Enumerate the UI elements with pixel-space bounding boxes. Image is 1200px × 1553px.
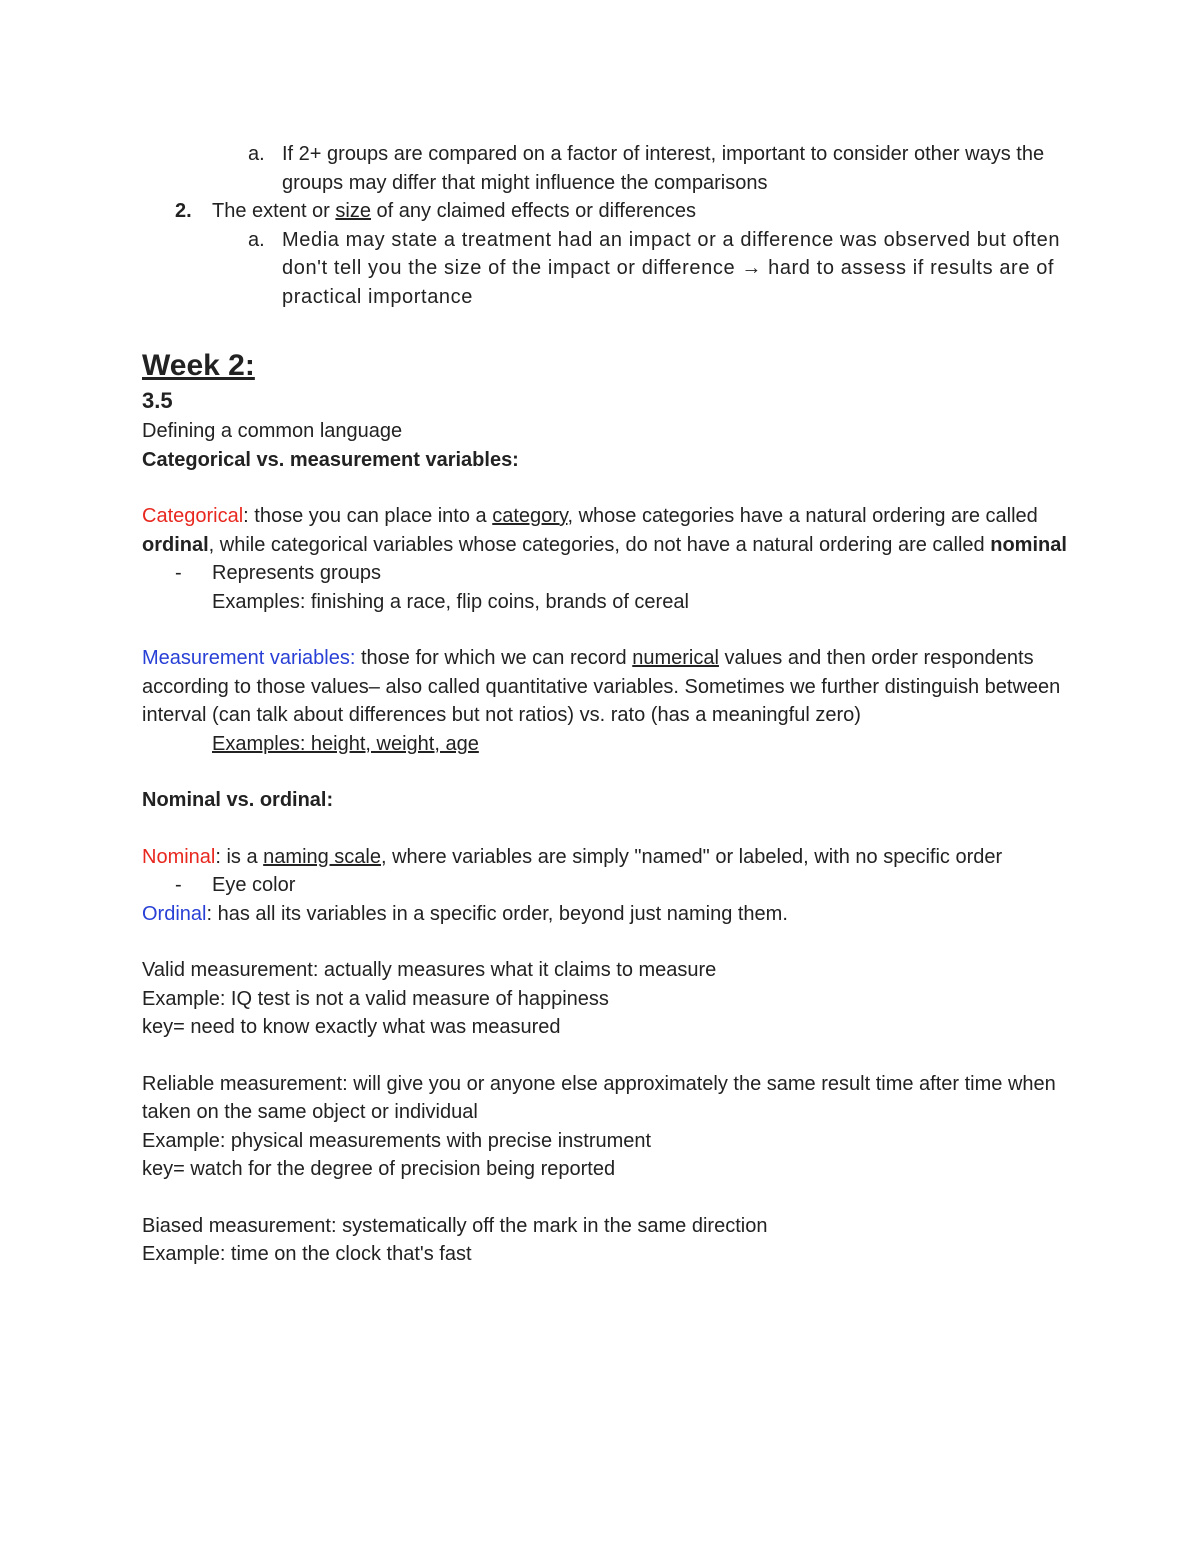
week-heading: Week 2: (142, 349, 255, 382)
text-run: , while categorical variables whose categories, do not have a natural ordering are called (208, 533, 991, 556)
dash-marker: - (175, 874, 182, 896)
reliable-key: key= watch for the degree of precision being reported (142, 1158, 616, 1180)
list-item-2 (142, 197, 1072, 226)
text-run: of any claimed effects or differences (370, 200, 696, 222)
text-run: , whose categories have a natural ordering are called (567, 505, 1038, 527)
dash-marker: - (175, 562, 182, 584)
biased-example: Example: time on the clock that's fast (142, 1243, 472, 1265)
underlined-term: category (492, 505, 568, 527)
biased-definition: Biased measurement: systematically off the mark in the same direction (142, 1214, 768, 1237)
text-run: : is a (215, 845, 264, 868)
text-run: : has all its variables in a specific order, beyond just naming them. (206, 902, 788, 925)
list-marker: 2. (175, 200, 192, 222)
text-run: : those you can place into a (243, 505, 493, 527)
subheading-nom-vs-ord: Nominal vs. ordinal: (142, 789, 334, 811)
text-run: The extent or (212, 200, 336, 222)
underlined-term: numerical (632, 647, 719, 669)
term-ordinal: Ordinal (142, 902, 207, 925)
bullet-item (142, 871, 1072, 900)
underlined-term: size (335, 200, 371, 222)
reliable-example: Example: physical measurements with precise instrument (142, 1129, 652, 1152)
categorical-examples: Examples: finishing a race, flip coins, brands of cereal (212, 590, 689, 613)
term-nominal: Nominal (142, 845, 216, 868)
document-body (142, 140, 1072, 1269)
measurement-definition (142, 644, 1072, 730)
subheading-cat-vs-meas: Categorical vs. measurement variables: (142, 448, 519, 471)
bold-term: ordinal (142, 533, 209, 556)
underlined-term: naming scale (263, 845, 381, 868)
text-run: values and then order respondents according to those values– also called quantitative variables. Sometimes we further distinguish between interval (can talk about differences but not ratios) vs. rato (has a meaningful zero) (142, 647, 1061, 726)
reliable-definition: Reliable measurement: will give you or anyone else approximately the same result time after time when taken on the same object or individual (142, 1072, 1056, 1123)
valid-example: Example: IQ test is not a valid measure of happiness (142, 987, 609, 1010)
list-item-text (142, 197, 1072, 226)
list-marker: a. (248, 228, 265, 251)
categorical-definition (142, 502, 1072, 559)
valid-key: key= need to know exactly what was measured (142, 1016, 561, 1038)
list-item-text: Media may state a treatment had an impact or a difference was observed but often don't tell you the size of the impact or difference → hard to assess if results are of practical importance (282, 228, 1061, 308)
section-subtitle: Defining a common language (142, 420, 403, 442)
measurement-examples: Examples: height, weight, age (212, 732, 479, 755)
list-marker: a. (248, 143, 265, 165)
bullet-text: Eye color (212, 874, 296, 896)
bullet-item (142, 559, 1072, 588)
nominal-definition (142, 843, 1072, 872)
list-item-2a (142, 226, 1072, 312)
ordinal-definition (142, 900, 1072, 929)
list-item-text: If 2+ groups are compared on a factor of interest, important to consider other ways the groups may differ that might influence the comparisons (282, 143, 1045, 194)
list-item-a (142, 140, 1072, 197)
valid-definition: Valid measurement: actually measures what it claims to measure (142, 959, 717, 981)
bold-term: nominal (990, 533, 1067, 556)
bullet-text: Represents groups (212, 562, 381, 584)
text-run: those for which we can record (355, 647, 633, 669)
section-number: 3.5 (142, 388, 173, 413)
text-run: , where variables are simply "named" or labeled, with no specific order (381, 845, 1003, 868)
term-categorical: Categorical (142, 505, 244, 527)
term-measurement: Measurement variables: (142, 647, 356, 669)
